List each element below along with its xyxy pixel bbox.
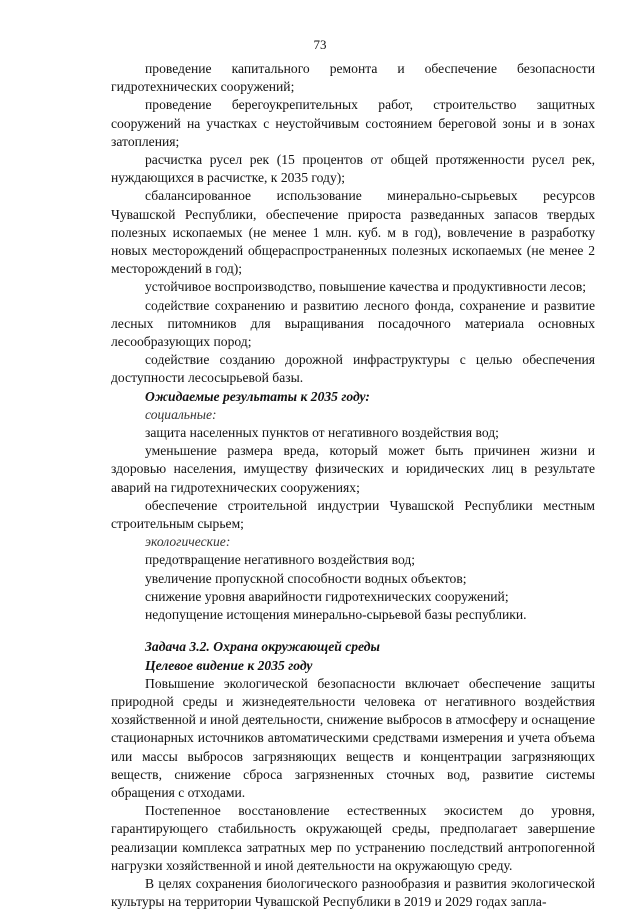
measure-item: содействие созданию дорожной инфраструктуры с целью обеспечения доступности лесосырьевой базы. xyxy=(111,352,595,386)
page-number: 73 xyxy=(313,37,327,52)
ecological-item: предотвращение негативного воздействия вод; xyxy=(145,552,416,568)
results-heading: Ожидаемые результаты к 2035 году: xyxy=(145,388,370,404)
body-paragraph: Повышение экологической безопасности включает обеспечение защиты природной среды и жизнедеятельности человека от негативного воздействия хозяйственной и иной деятельности, снижение выбросов в атмосферу и оснащение стационарных источников автоматическими средствами измерения и учета объема или массы выбросов загрязняющих веществ и концентрации загрязняющих веществ, снижение сброса загрязненных сточных вод, развитие системы обращения с отходами. xyxy=(111,675,595,800)
ecological-item: увеличение пропускной способности водных объектов; xyxy=(145,570,467,586)
measure-item: расчистка русел рек (15 процентов от общей протяженности русел рек, нуждающихся в расчистке, к 2035 году); xyxy=(111,152,595,186)
social-item: защита населенных пунктов от негативного воздействия вод; xyxy=(145,425,499,441)
section-spacer xyxy=(111,624,595,638)
ecological-item: недопущение истощения минерально-сырьевой базы республики. xyxy=(145,607,527,623)
social-item: уменьшение размера вреда, который может быть причинен жизни и здоровью населения, имуществу физических и юридических лиц в результате аварий на гидротехнических сооружениях; xyxy=(111,443,595,495)
measure-item: проведение берегоукрепительных работ, строительство защитных сооружений на участках с неустойчивым состоянием береговой зоны и в зонах затопления; xyxy=(111,97,595,149)
social-label: социальные: xyxy=(145,406,217,422)
body-paragraph: В целях сохранения биологического разнообразия и развития экологической культуры на территории Чувашской Республики в 2019 и 2029 годах запла- xyxy=(111,875,595,910)
measure-item: проведение капитального ремонта и обеспечение безопасности гидротехнических сооружений; xyxy=(111,61,595,95)
social-item: обеспечение строительной индустрии Чувашской Республики местным строительным сырьем; xyxy=(111,497,595,532)
measure-item: содействие сохранению и развитию лесного фонда, сохранение и развитие лесных питомников для выращивания посадочного материала основных лесообразующих пород; xyxy=(111,297,595,350)
ecological-label: экологические: xyxy=(145,534,231,550)
measure-item: устойчивое воспроизводство, повышение качества и продуктивности лесов; xyxy=(145,279,587,295)
body-paragraph: Постепенное восстановление естественных экосистем до уровня, гарантирующего стабильность окружающей среды, предполагает завершение реализации комплекса затратных мер по устранению последствий антропогенной нагрузки хозяйственной и иной деятельности на окружающую среду. xyxy=(111,803,595,873)
ecological-item: снижение уровня аварийности гидротехнических сооружений; xyxy=(145,588,509,604)
task-heading: Задача 3.2. Охрана окружающей среды xyxy=(145,639,380,655)
measure-item: сбалансированное использование минерально-сырьевых ресурсов Чувашской Республики, обеспечение прироста разведанных запасов твердых полезных ископаемых (не менее 1 млн. куб. м в год), вовлечение в разработку новых месторождений общераспространенных полезных ископаемых (не менее 2 месторождений в год); xyxy=(111,188,595,277)
page-body xyxy=(111,60,595,911)
target-heading: Целевое видение к 2035 году xyxy=(145,657,313,673)
